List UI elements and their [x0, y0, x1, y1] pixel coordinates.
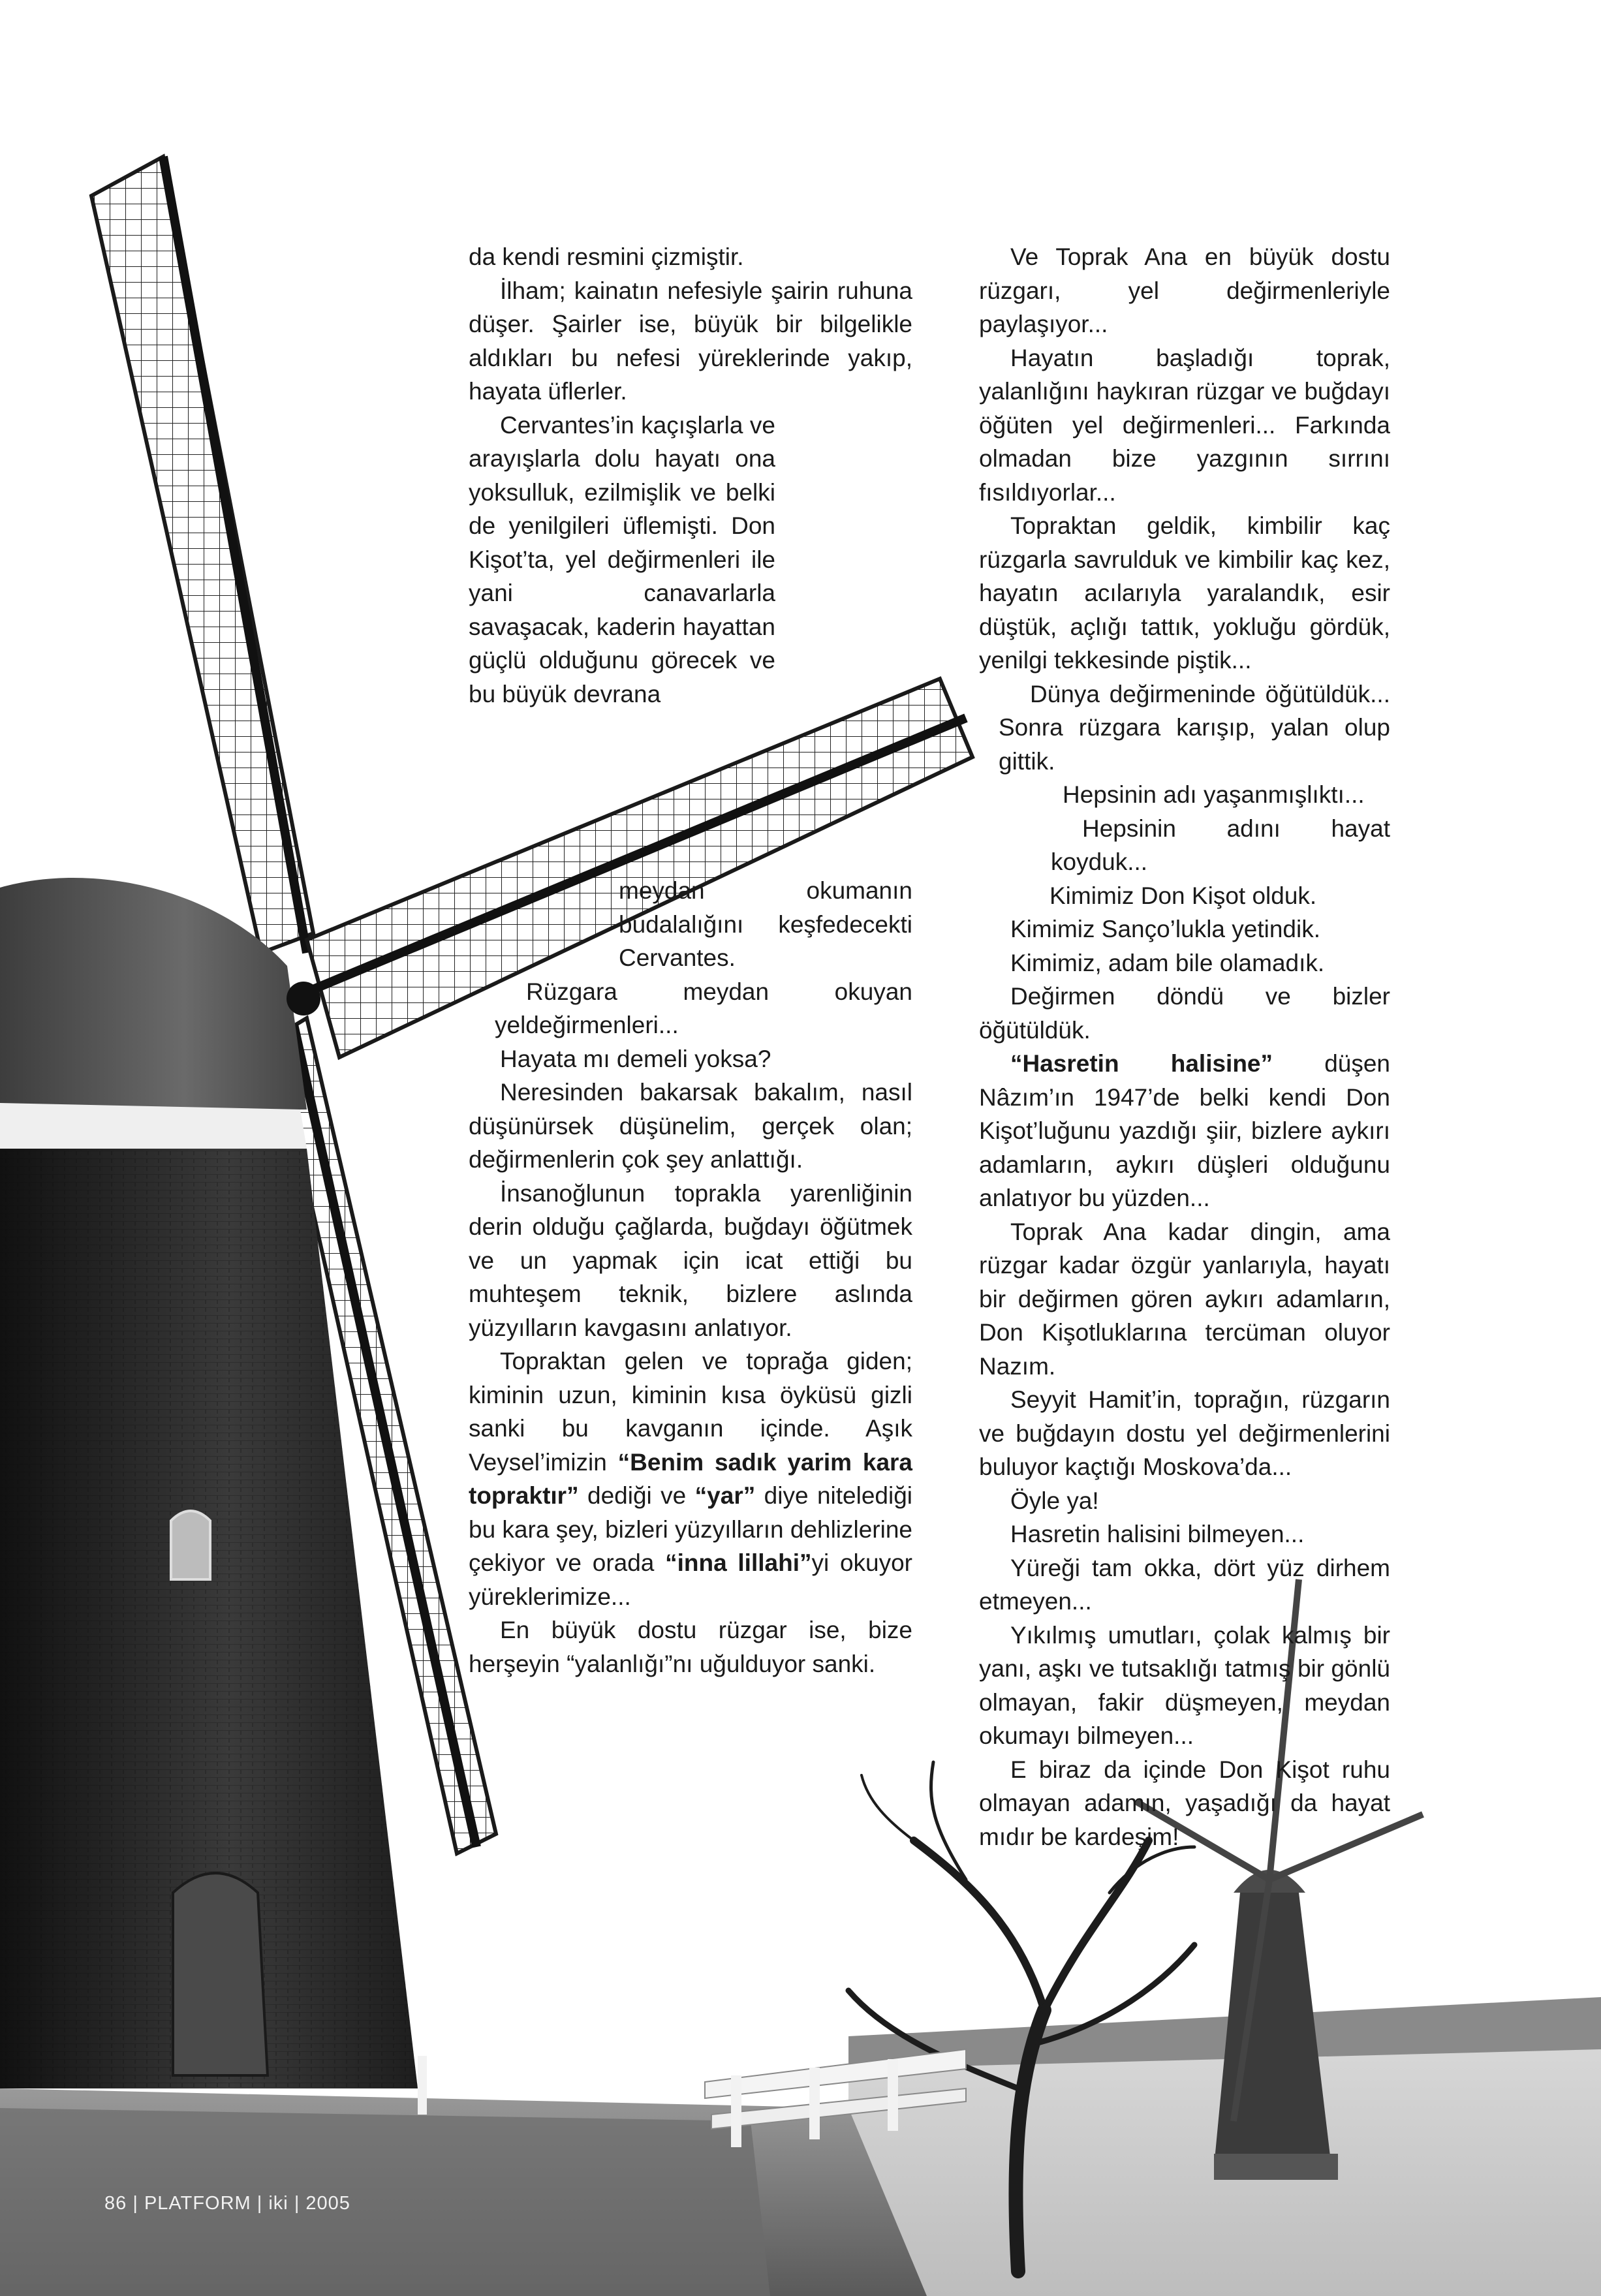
- paragraph: E biraz da içinde Don Kişot ruhu olmayan adamın, yaşadığı da hayat mıdır be kardeşim!: [979, 1756, 1390, 1850]
- paragraph: Ve Toprak Ana en büyük dostu rüzgarı, yel değirmenleriyle paylaşıyor...: [979, 243, 1390, 337]
- quote-bold: “yar”: [694, 1482, 756, 1509]
- text-run: dediği ve: [587, 1482, 687, 1509]
- paragraph: Öyle ya!: [1010, 1487, 1099, 1514]
- paragraph: Kimimiz, adam bile olamadık.: [1010, 949, 1325, 976]
- text-run: Topraktan gelen ve toprağa giden; kiminin uzun, kiminin kısa öyküsü gizli sanki bu kavganın içinde. Aşık Veysel’imizin: [469, 1348, 912, 1476]
- paragraph: [469, 1344, 912, 1613]
- paragraph: Cervantes’in kaçışlarla ve arayışlarla dolu hayatı ona yoksulluk, ezilmişlik ve belki de yenilgileri üflemişti. Don Kişot’ta, yel değirmenleri ile yani canavarlarla savaşacak, kaderin hayattan güçlü olduğunu görecek ve bu büyük devrana: [469, 411, 775, 707]
- paragraph: En büyük dostu rüzgar ise, bize herşeyin “yalanlığı”nı uğulduyor sanki.: [469, 1617, 912, 1677]
- paragraph: Hepsinin adı yaşanmışlıktı...: [1063, 781, 1365, 808]
- paragraph: da kendi resmini çizmiştir.: [469, 243, 744, 270]
- page-footer: [104, 2193, 350, 2214]
- text-run: diye nitelediği bu kara şey, bizleri yüzyılların dehlizlerine çekiyor ve orada: [469, 1482, 913, 1576]
- paragraph: [979, 1047, 1390, 1215]
- quote-bold: “Benim sadık yarim kara topraktır”: [469, 1448, 913, 1509]
- paragraph: Kimimiz Don Kişot olduk.: [1049, 882, 1317, 909]
- magazine-name: PLATFORM: [144, 2193, 251, 2214]
- paragraph: Hepsinin adını hayat koyduk...: [1051, 814, 1390, 875]
- paragraph: Kimimiz Sanço’lukla yetindik.: [1010, 916, 1321, 942]
- paragraph: Yıkılmış umutları, çolak kalmış bir yanı, aşkı ve tutsaklığı tatmış bir gönlü olmayan, fakir düşmeyen, meydan okumayı bilmeyen...: [979, 1621, 1390, 1749]
- footer-separator: |: [132, 2193, 138, 2214]
- paragraph: Yüreği tam okka, dört yüz dirhem etmeyen...: [979, 1554, 1390, 1615]
- article-column-right: [979, 240, 1390, 1854]
- year-label: 2005: [305, 2193, 350, 2214]
- paragraph: Neresinden bakarsak bakalım, nasıl düşünürsek düşünelim, gerçek olan; değirmenlerin çok şey anlattığı.: [469, 1079, 912, 1173]
- footer-separator: |: [256, 2193, 263, 2214]
- paragraph: İnsanoğlunun toprakla yarenliğinin derin olduğu çağlarda, buğdayı öğütmek ve un yapmak için icat ettiği bu muhteşem teknik, bizlere aslında yüzyılların kavgasını anlatıyor.: [469, 1179, 912, 1341]
- paragraph: Topraktan geldik, kimbilir kaç rüzgarla savrulduk ve kimbilir kaç kez, hayatın acılarıyla yaralandık, esir düştük, açlığı tattık, yokluğu gördük, yenilgi tekkesinde piştik...: [979, 512, 1390, 674]
- paragraph: Değirmen döndü ve bizler öğütüldük.: [979, 983, 1390, 1044]
- quote-bold: “Hasretin halisine”: [1010, 1050, 1273, 1077]
- article-column-left: [469, 240, 912, 1681]
- paragraph: Rüzgara meydan okuyan yeldeğirmenleri...: [495, 978, 912, 1038]
- text-run: düşen Nâzım’ın 1947’de belki kendi Don Kişot’luğunu yazdığı şiir, bizlere aykırı adamların, aykırı düşleri olduğunu anlatıyor bu yüzden...: [979, 1050, 1391, 1211]
- main-windmill: [0, 878, 418, 2088]
- issue-label: iki: [268, 2193, 288, 2214]
- text-run: yi okuyor yüreklerimize...: [469, 1549, 912, 1610]
- paragraph: Seyyit Hamit’in, toprağın, rüzgarın ve buğdayın dostu yel değirmenlerini buluyor kaçtığı Moskova’da...: [979, 1386, 1390, 1480]
- paragraph: Hasretin halisini bilmeyen...: [1010, 1521, 1305, 1547]
- paragraph: Dünya değirmeninde öğütüldük... Sonra rüzgara karışıp, yalan olup gittik.: [999, 680, 1390, 775]
- paragraph: Toprak Ana kadar dingin, ama rüzgar kadar özgür yanlarıyla, hayatı bir değirmen gören aykırı adamların, Don Kişotluklarına tercüman oluyor Nazım.: [979, 1218, 1390, 1380]
- paragraph: meydan okumanın budalalığını keşfedecekti Cervantes.: [619, 877, 912, 971]
- paragraph: Hayata mı demeli yoksa?: [500, 1045, 771, 1072]
- paragraph: Hayatın başladığı toprak, yalanlığını haykıran rüzgar ve buğdayı öğüten yel değirmenleri... Farkında olmadan bize yazgının sırrını fısıldıyorlar...: [979, 344, 1390, 506]
- page-number: 86: [104, 2193, 127, 2214]
- paragraph: İlham; kainatın nefesiyle şairin ruhuna düşer. Şairler ise, büyük bir bilgelikle aldıkları bu nefesi yüreklerinde yakıp, hayata üflerler.: [469, 277, 912, 405]
- footer-separator: |: [294, 2193, 300, 2214]
- quote-bold: “inna lillahi”: [665, 1549, 812, 1576]
